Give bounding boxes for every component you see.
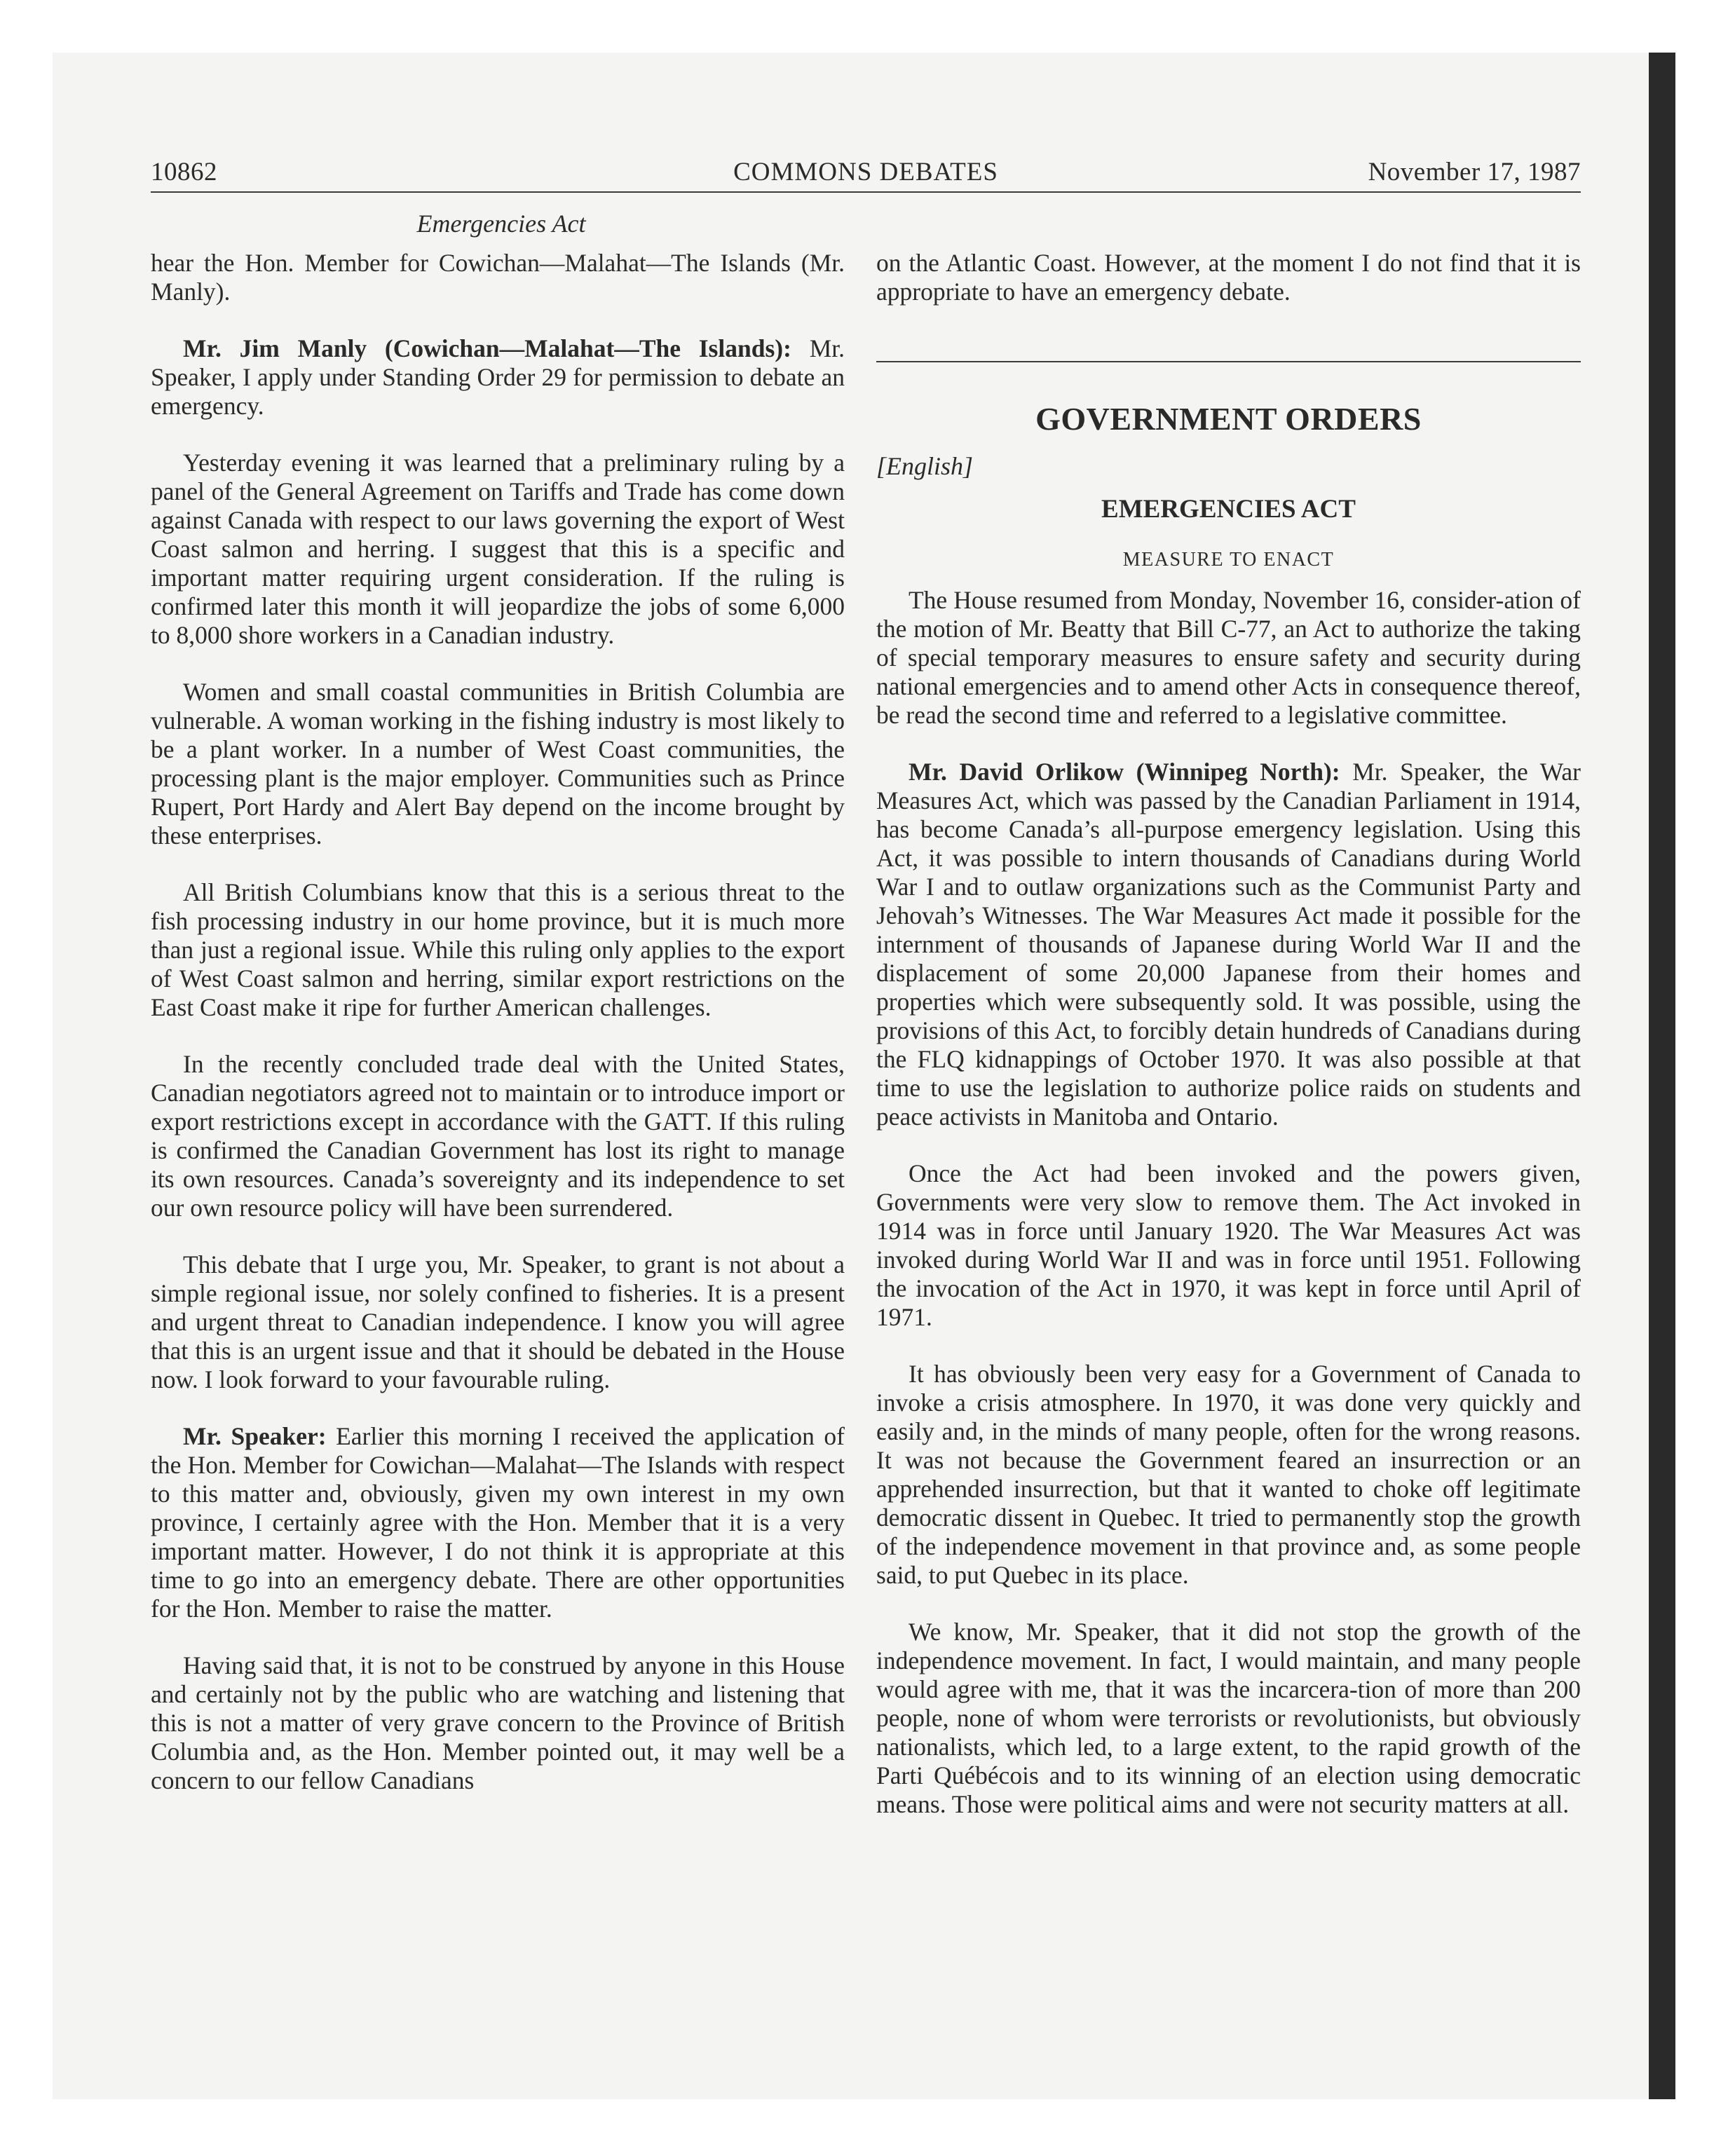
speaker-name: Mr. David Orlikow (Winnipeg North): [909, 758, 1340, 786]
paragraph: All British Columbians know that this is a serious threat to the fish processing industry in our home province, but it is much more than just a regional issue. While this ruling only applies to the export of West Coast salmon and herring, similar export restrictions on the East Coast make it ripe for further American challenges. [151, 878, 845, 1021]
page-number: 10862 [151, 158, 217, 186]
header-rule [151, 191, 1581, 193]
paragraph [151, 334, 845, 421]
bill-subtitle: MEASURE TO ENACT [1122, 549, 1335, 571]
page-header [151, 157, 1581, 189]
paragraph [151, 1422, 845, 1623]
paragraph: The House resumed from Monday, November 16, consider-ation of the motion of Mr. Beatty that Bill C-77, an Act to authorize the taking of special temporary measures to ensure safety and security during national emergencies and to amend other Acts in consequence thereof, be read the second time and referred to a legislative committee. [876, 586, 1581, 729]
language-marker: [English] [876, 452, 974, 480]
speaker-name: Mr. Jim Manly (Cowichan—Malahat—The Islands): [183, 334, 791, 362]
left-column [151, 249, 845, 1823]
speech-text: Earlier this morning I received the application of the Hon. Member for Cowichan—Malahat—The Islands with respect to this matter and, obviously, given my own interest in my own province, I certainly agree with the Hon. Member that it is a very important matter. However, I do not think it is appropriate at this time to go into an emergency debate. There are other opportunities for the Hon. Member to raise the matter. [151, 1422, 845, 1623]
paragraph: Yesterday evening it was learned that a preliminary ruling by a panel of the General Agreement on Tariffs and Trade has come down against Canada with respect to our laws governing the export of West Coast salmon and herring. I suggest that this is a specific and important matter requiring urgent consideration. If the ruling is confirmed later this month it will jeopardize the jobs of some 6,000 to 8,000 shore workers in a Canadian industry. [151, 449, 845, 649]
paragraph: In the recently concluded trade deal with the United States, Canadian negotiators agreed not to maintain or to introduce import or export restrictions except in accordance with the GATT. If this ruling is confirmed the Canadian Government has lost its right to manage its own resources. Canada’s sovereignty and its independence to set our own resource policy will have been surrendered. [151, 1050, 845, 1222]
paragraph: Women and small coastal communities in British Columbia are vulnerable. A woman working in the fishing industry is most likely to be a plant worker. In a number of West Coast communities, the processing plant is the major employer. Communities such as Prince Rupert, Port Hardy and Alert Bay depend on the income brought by these enterprises. [151, 678, 845, 850]
publication-date: November 17, 1987 [1368, 158, 1581, 186]
speech-text: Mr. Speaker, the War Measures Act, which was passed by the Canadian Parliament in 1914, has become Canada’s all-purpose emergency legislation. Using this Act, it was possible to intern thousands of Canadians during World War I and to outlaw organizations such as the Communist Party and Jehovah’s Witnesses. The War Measures Act made it possible for the internment of thousands of Japanese during World War II and the displacement of some 20,000 Japanese from their homes and properties which were subsequently sold. It was possible, using the provisions of this Act, to forcibly detain hundreds of Canadians during the FLQ kidnappings of October 1970. It was also possible at that time to use the legislation to authorize police raids on students and peace activists in Manitoba and Ontario. [876, 758, 1581, 1131]
section-heading: GOVERNMENT ORDERS [1035, 401, 1422, 437]
paragraph: It has obviously been very easy for a Government of Canada to invoke a crisis atmosphere. In 1970, it was done very quickly and easily and, in the minds of many people, often for the wrong reasons. It was not because the Government feared an insurrection or an apprehended insurrection, but that it wanted to choke off legitimate democratic dissent in Quebec. It tried to permanently stop the growth of the independence movement in that province and, as some people said, to put Quebec in its place. [876, 1360, 1581, 1589]
publication-title: COMMONS DEBATES [733, 158, 998, 186]
paragraph: Once the Act had been invoked and the powers given, Governments were very slow to remove them. The Act invoked in 1914 was in force until January 1920. The War Measures Act was invoked during World War II and was in force until 1951. Following the invocation of the Act in 1970, it was kept in force until April of 1971. [876, 1159, 1581, 1331]
bill-title: EMERGENCIES ACT [1101, 495, 1356, 524]
paragraph: on the Atlantic Coast. However, at the moment I do not find that it is appropriate to have an emergency debate. [876, 249, 1581, 306]
paragraph: hear the Hon. Member for Cowichan—Malahat—The Islands (Mr. Manly). [151, 249, 845, 306]
section-divider [876, 361, 1581, 362]
right-column [876, 249, 1581, 1847]
running-head: Emergencies Act [416, 210, 586, 238]
speech-text: Mr. Speaker, I apply under Standing Order 29 for permission to debate an emergency. [151, 334, 845, 420]
paragraph [876, 758, 1581, 1131]
speaker-name: Mr. Speaker: [183, 1422, 327, 1450]
paragraph: This debate that I urge you, Mr. Speaker, to grant is not about a simple regional issue, nor solely confined to fisheries. It is a present and urgent threat to Canadian independence. I know you will agree that this is an urgent issue and that it should be debated in the House now. I look forward to your favourable ruling. [151, 1250, 845, 1393]
paragraph: We know, Mr. Speaker, that it did not stop the growth of the independence movement. In fact, I would maintain, and many people would agree with me, that it was the incarcera-tion of more than 200 people, none of whom were terrorists or revolutionists, but obviously nationalists, which led, to a large extent, to the rapid growth of the Parti Québécois and to its winning of an election using democratic means. Those were political aims and were not security matters at all. [876, 1618, 1581, 1818]
scan-edge-shadow [1649, 53, 1675, 2099]
paragraph: Having said that, it is not to be construed by anyone in this House and certainly not by the public who are watching and listening that this is not a matter of very grave concern to the Province of British Columbia and, as the Hon. Member pointed out, it may well be a concern to our fellow Canadians [151, 1651, 845, 1794]
